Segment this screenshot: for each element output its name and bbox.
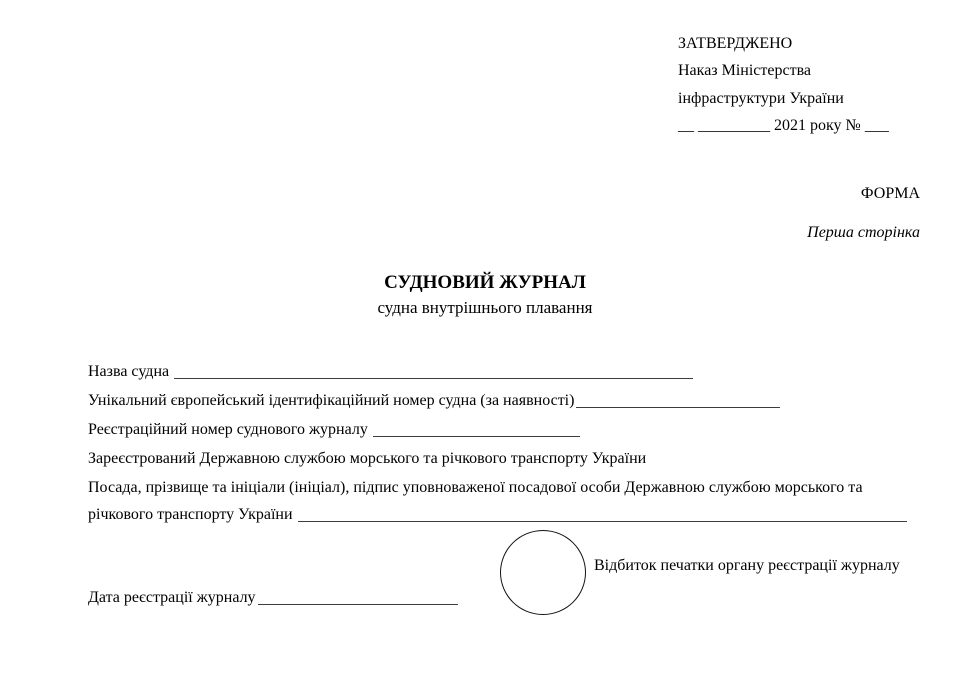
approval-line-ministry: інфраструктури України <box>678 89 844 107</box>
stamp-caption: Відбиток печатки органу реєстрації журналу <box>594 557 900 574</box>
reg-date-label: Дата реєстрації журналу <box>88 589 256 606</box>
reg-number-blank <box>373 420 580 437</box>
field-official-line2 <box>88 505 907 524</box>
approval-block <box>678 30 938 140</box>
eni-label: Унікальний європейський ідентифікаційний номер судна (за наявності) <box>88 392 575 409</box>
vessel-name-label: Назва судна <box>88 363 170 380</box>
title-block <box>0 271 970 319</box>
official-label-line2: річкового транспорту України <box>88 506 293 523</box>
field-registered-by <box>88 449 907 468</box>
form-label: ФОРМА <box>860 185 920 202</box>
field-vessel-name <box>88 362 693 381</box>
reg-date-blank <box>258 588 458 605</box>
form-fields <box>88 362 907 534</box>
approval-line-approved: ЗАТВЕРДЖЕНО <box>678 35 793 52</box>
approval-line-date-number: __ _________ 2021 року № ___ <box>678 117 889 135</box>
eni-blank <box>576 391 780 408</box>
stamp-circle <box>500 530 586 615</box>
page-subtitle: судна внутрішнього плавання <box>377 298 593 317</box>
registered-by-label: Зареєстрований Державною службою морського та річкового транспорту України <box>88 450 647 467</box>
field-eni <box>88 391 780 410</box>
vessel-name-blank <box>174 362 693 379</box>
field-reg-number <box>88 420 580 439</box>
page-note: Перша сторінка <box>807 224 920 241</box>
official-label-line1: Посада, прізвище та ініціали (ініціал), підпис уповноваженої посадової особи Державною службою морського та <box>88 479 863 496</box>
reg-number-label: Реєстраційний номер суднового журналу <box>88 421 368 438</box>
approval-line-order: Наказ Міністерства <box>678 62 812 80</box>
field-reg-date <box>88 588 458 607</box>
page-title: СУДНОВИЙ ЖУРНАЛ <box>384 272 586 293</box>
official-signature-blank <box>298 505 907 522</box>
field-official-line1 <box>88 478 907 497</box>
